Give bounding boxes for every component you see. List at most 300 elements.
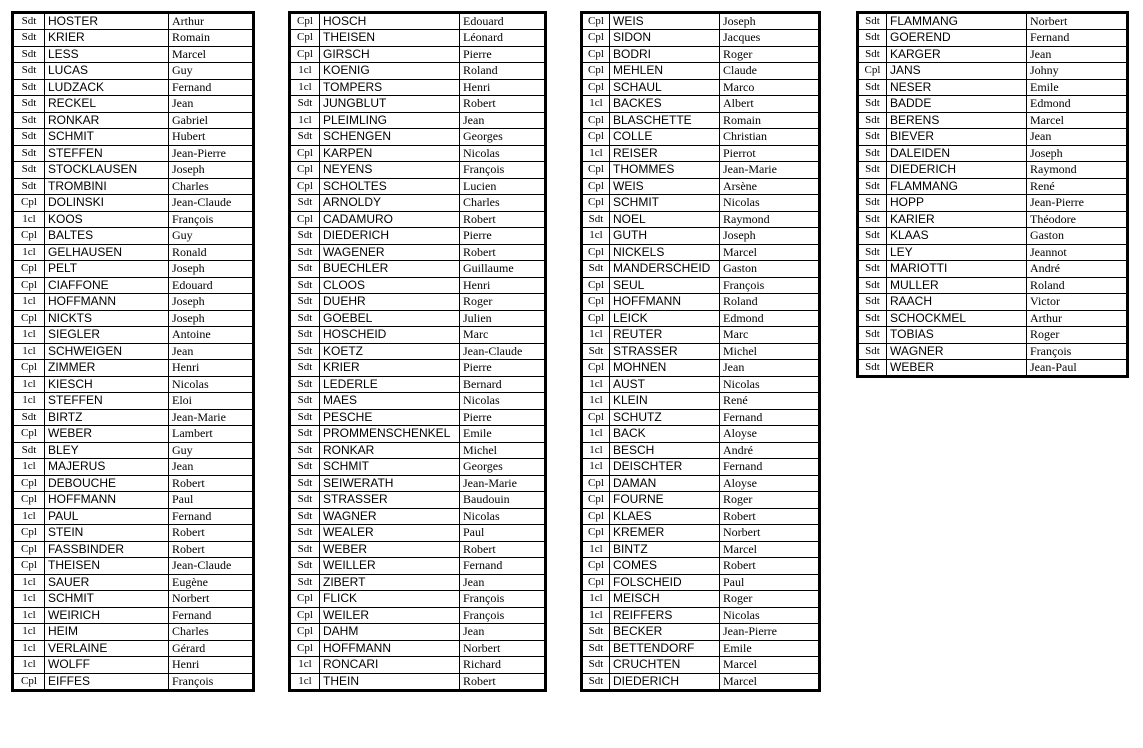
table-row — [858, 277, 1128, 294]
surname-cell: PLEIMLING — [320, 112, 460, 129]
rank-cell: Cpl — [13, 261, 45, 278]
table-row — [582, 492, 820, 509]
rank-cell: Sdt — [582, 343, 610, 360]
rank-cell: Sdt — [858, 195, 887, 212]
table-row — [582, 277, 820, 294]
firstname-cell: Jean-Claude — [169, 195, 254, 212]
rank-cell: Cpl — [582, 178, 610, 195]
firstname-cell: René — [720, 393, 820, 410]
table-row — [290, 30, 546, 47]
firstname-cell: Marc — [460, 327, 546, 344]
surname-cell: STOCKLAUSEN — [45, 162, 169, 179]
table-row — [13, 228, 254, 245]
table-row — [290, 46, 546, 63]
rank-cell: Sdt — [290, 360, 320, 377]
firstname-cell: Arsène — [720, 178, 820, 195]
firstname-cell: Jean — [169, 343, 254, 360]
table-row — [290, 277, 546, 294]
firstname-cell: Bernard — [460, 376, 546, 393]
rank-cell: Cpl — [290, 162, 320, 179]
surname-cell: THEISEN — [45, 558, 169, 575]
firstname-cell: Pierre — [460, 46, 546, 63]
rank-cell: Sdt — [858, 112, 887, 129]
firstname-cell: Jean-Pierre — [1027, 195, 1128, 212]
rank-cell: Cpl — [290, 30, 320, 47]
firstname-cell: Claude — [720, 63, 820, 80]
firstname-cell: André — [720, 442, 820, 459]
table-row — [290, 409, 546, 426]
table-row — [290, 525, 546, 542]
firstname-cell: Robert — [720, 558, 820, 575]
rank-cell: Sdt — [858, 211, 887, 228]
table-row — [290, 442, 546, 459]
firstname-cell: Guy — [169, 63, 254, 80]
rank-cell: Cpl — [13, 541, 45, 558]
rank-cell: Cpl — [858, 63, 887, 80]
firstname-cell: Georges — [460, 459, 546, 476]
rank-cell: Sdt — [13, 46, 45, 63]
rank-cell: Sdt — [582, 624, 610, 641]
firstname-cell: Joseph — [720, 13, 820, 30]
firstname-cell: Paul — [720, 574, 820, 591]
table-row — [13, 145, 254, 162]
surname-cell: EIFFES — [45, 673, 169, 690]
table-row — [13, 624, 254, 641]
rank-cell: Cpl — [582, 558, 610, 575]
roster-table-1 — [11, 11, 255, 692]
table-row — [582, 376, 820, 393]
rank-cell: Cpl — [582, 492, 610, 509]
rank-cell: Sdt — [13, 145, 45, 162]
rank-cell: Sdt — [290, 294, 320, 311]
surname-cell: HEIM — [45, 624, 169, 641]
surname-cell: MAES — [320, 393, 460, 410]
table-row — [290, 211, 546, 228]
surname-cell: MARIOTTI — [887, 261, 1027, 278]
rank-cell: Cpl — [290, 211, 320, 228]
table-row — [582, 30, 820, 47]
surname-cell: CADAMURO — [320, 211, 460, 228]
rank-cell: Sdt — [290, 426, 320, 443]
firstname-cell: Jean — [460, 112, 546, 129]
rank-cell: Cpl — [582, 310, 610, 327]
firstname-cell: Joseph — [169, 162, 254, 179]
table-row — [858, 195, 1128, 212]
firstname-cell: Fernand — [169, 508, 254, 525]
firstname-cell: Robert — [460, 673, 546, 690]
rank-cell: Sdt — [13, 409, 45, 426]
firstname-cell: Eloi — [169, 393, 254, 410]
rank-cell: Cpl — [582, 409, 610, 426]
rank-cell: Sdt — [13, 96, 45, 113]
rank-cell: Sdt — [13, 129, 45, 146]
rank-cell: Sdt — [13, 162, 45, 179]
surname-cell: BINTZ — [610, 541, 720, 558]
rank-cell: Sdt — [858, 294, 887, 311]
surname-cell: BESCH — [610, 442, 720, 459]
surname-cell: GELHAUSEN — [45, 244, 169, 261]
rank-cell: Cpl — [582, 112, 610, 129]
table-row — [858, 178, 1128, 195]
table-row — [290, 310, 546, 327]
table-row — [582, 261, 820, 278]
table-row — [582, 162, 820, 179]
table-row — [290, 426, 546, 443]
rank-cell: 1cl — [290, 63, 320, 80]
firstname-cell: Jean-Pierre — [169, 145, 254, 162]
rank-cell: Cpl — [290, 13, 320, 30]
firstname-cell: Robert — [169, 525, 254, 542]
table-row — [582, 640, 820, 657]
table-row — [858, 310, 1128, 327]
surname-cell: STEIN — [45, 525, 169, 542]
table-row — [290, 112, 546, 129]
table-row — [290, 640, 546, 657]
table-row — [13, 294, 254, 311]
table-row — [13, 46, 254, 63]
rank-cell: Sdt — [858, 129, 887, 146]
surname-cell: SAUER — [45, 574, 169, 591]
firstname-cell: Edouard — [460, 13, 546, 30]
rank-cell: Cpl — [13, 673, 45, 690]
firstname-cell: Fernand — [169, 79, 254, 96]
rank-cell: Cpl — [13, 525, 45, 542]
surname-cell: NESER — [887, 79, 1027, 96]
firstname-cell: Jean-Claude — [169, 558, 254, 575]
firstname-cell: Michel — [720, 343, 820, 360]
firstname-cell: Henri — [460, 277, 546, 294]
surname-cell: LEICK — [610, 310, 720, 327]
surname-cell: REUTER — [610, 327, 720, 344]
roster-table-4 — [856, 11, 1129, 378]
table-row — [13, 607, 254, 624]
surname-cell: STRASSER — [610, 343, 720, 360]
surname-cell: TOMPERS — [320, 79, 460, 96]
firstname-cell: Fernand — [460, 558, 546, 575]
surname-cell: DIEDERICH — [610, 673, 720, 690]
table-row — [13, 591, 254, 608]
table-row — [290, 228, 546, 245]
firstname-cell: François — [460, 607, 546, 624]
surname-cell: BODRI — [610, 46, 720, 63]
table-row — [13, 129, 254, 146]
surname-cell: FLICK — [320, 591, 460, 608]
table-row — [858, 13, 1128, 30]
table-row — [858, 261, 1128, 278]
surname-cell: THEIN — [320, 673, 460, 690]
rank-cell: Cpl — [13, 310, 45, 327]
firstname-cell: Robert — [460, 244, 546, 261]
table-row — [13, 426, 254, 443]
table-row — [290, 145, 546, 162]
firstname-cell: Jean-Marie — [460, 475, 546, 492]
surname-cell: BACKES — [610, 96, 720, 113]
surname-cell: HOSCH — [320, 13, 460, 30]
rank-cell: 1cl — [13, 591, 45, 608]
firstname-cell: Emile — [1027, 79, 1128, 96]
surname-cell: NEYENS — [320, 162, 460, 179]
table-row — [858, 343, 1128, 360]
firstname-cell: Gaston — [720, 261, 820, 278]
table-row — [290, 79, 546, 96]
surname-cell: KLAAS — [887, 228, 1027, 245]
firstname-cell: Georges — [460, 129, 546, 146]
rank-cell: 1cl — [290, 79, 320, 96]
rank-cell: Sdt — [858, 228, 887, 245]
surname-cell: DIEDERICH — [320, 228, 460, 245]
table-row — [13, 277, 254, 294]
firstname-cell: Arthur — [1027, 310, 1128, 327]
rank-cell: Cpl — [290, 178, 320, 195]
surname-cell: BUECHLER — [320, 261, 460, 278]
rank-cell: 1cl — [582, 327, 610, 344]
firstname-cell: Edouard — [169, 277, 254, 294]
rank-cell: Cpl — [13, 426, 45, 443]
table-row — [13, 475, 254, 492]
table-row — [13, 63, 254, 80]
rank-cell: Sdt — [858, 46, 887, 63]
table-row — [13, 327, 254, 344]
table-row — [858, 228, 1128, 245]
table-row — [582, 393, 820, 410]
surname-cell: FOURNE — [610, 492, 720, 509]
surname-cell: SCHAUL — [610, 79, 720, 96]
table-row — [582, 112, 820, 129]
firstname-cell: Jean — [1027, 46, 1128, 63]
rank-cell: 1cl — [13, 459, 45, 476]
rank-cell: Sdt — [290, 277, 320, 294]
firstname-cell: Marcel — [720, 673, 820, 690]
firstname-cell: Paul — [460, 525, 546, 542]
table-row — [582, 178, 820, 195]
surname-cell: GIRSCH — [320, 46, 460, 63]
firstname-cell: Norbert — [1027, 13, 1128, 30]
surname-cell: RECKEL — [45, 96, 169, 113]
rank-cell: 1cl — [582, 459, 610, 476]
surname-cell: KRIER — [320, 360, 460, 377]
rank-cell: Sdt — [858, 310, 887, 327]
surname-cell: COMES — [610, 558, 720, 575]
table-row — [582, 574, 820, 591]
table-row — [582, 541, 820, 558]
firstname-cell: Baudouin — [460, 492, 546, 509]
rank-cell: 1cl — [582, 426, 610, 443]
rank-cell: Sdt — [858, 277, 887, 294]
rank-cell: 1cl — [290, 657, 320, 674]
table-row — [13, 558, 254, 575]
rank-cell: Sdt — [13, 79, 45, 96]
firstname-cell: Christian — [720, 129, 820, 146]
rank-cell: Sdt — [290, 492, 320, 509]
rank-cell: Sdt — [582, 640, 610, 657]
firstname-cell: Johny — [1027, 63, 1128, 80]
rank-cell: 1cl — [582, 541, 610, 558]
surname-cell: FOLSCHEID — [610, 574, 720, 591]
table-row — [290, 294, 546, 311]
surname-cell: REISER — [610, 145, 720, 162]
table-row — [13, 541, 254, 558]
rank-cell: Cpl — [13, 558, 45, 575]
surname-cell: BALTES — [45, 228, 169, 245]
firstname-cell: Henri — [460, 79, 546, 96]
surname-cell: KLAES — [610, 508, 720, 525]
table-row — [290, 673, 546, 690]
rank-cell: 1cl — [13, 343, 45, 360]
firstname-cell: Jean-Marie — [169, 409, 254, 426]
table-row — [582, 294, 820, 311]
firstname-cell: Marcel — [720, 541, 820, 558]
table-row — [13, 442, 254, 459]
table-row — [13, 459, 254, 476]
table-row — [582, 607, 820, 624]
firstname-cell: Gérard — [169, 640, 254, 657]
table-row — [290, 541, 546, 558]
firstname-cell: Roland — [1027, 277, 1128, 294]
table-row — [290, 195, 546, 212]
rank-cell: Cpl — [582, 13, 610, 30]
table-row — [582, 211, 820, 228]
firstname-cell: Pierre — [460, 228, 546, 245]
rank-cell: Sdt — [13, 13, 45, 30]
firstname-cell: Fernand — [169, 607, 254, 624]
surname-cell: WEBER — [45, 426, 169, 443]
firstname-cell: Jean — [460, 624, 546, 641]
firstname-cell: Robert — [460, 541, 546, 558]
rank-cell: Cpl — [13, 360, 45, 377]
firstname-cell: Marc — [720, 327, 820, 344]
firstname-cell: Paul — [169, 492, 254, 509]
table-row — [582, 310, 820, 327]
surname-cell: WAGENER — [320, 244, 460, 261]
firstname-cell: Emile — [460, 426, 546, 443]
surname-cell: PESCHE — [320, 409, 460, 426]
surname-cell: FLAMMANG — [887, 178, 1027, 195]
table-row — [13, 525, 254, 542]
rank-cell: Sdt — [290, 541, 320, 558]
firstname-cell: Albert — [720, 96, 820, 113]
surname-cell: WAGNER — [320, 508, 460, 525]
rank-cell: 1cl — [13, 574, 45, 591]
rank-cell: Sdt — [858, 327, 887, 344]
table-row — [858, 145, 1128, 162]
table-row — [858, 46, 1128, 63]
surname-cell: WEALER — [320, 525, 460, 542]
firstname-cell: Gaston — [1027, 228, 1128, 245]
firstname-cell: Gabriel — [169, 112, 254, 129]
surname-cell: HOSTER — [45, 13, 169, 30]
rank-cell: Sdt — [858, 13, 887, 30]
rank-cell: Sdt — [290, 574, 320, 591]
rank-cell: Cpl — [290, 640, 320, 657]
table-row — [13, 30, 254, 47]
rank-cell: Sdt — [290, 228, 320, 245]
surname-cell: TROMBINI — [45, 178, 169, 195]
rank-cell: Cpl — [582, 129, 610, 146]
firstname-cell: Marcel — [1027, 112, 1128, 129]
surname-cell: BLEY — [45, 442, 169, 459]
surname-cell: BACK — [610, 426, 720, 443]
rank-cell: Cpl — [582, 162, 610, 179]
rank-cell: Cpl — [582, 195, 610, 212]
firstname-cell: Jean-Marie — [720, 162, 820, 179]
table-row — [13, 261, 254, 278]
firstname-cell: Julien — [460, 310, 546, 327]
rank-cell: Sdt — [858, 261, 887, 278]
rank-cell: Sdt — [582, 673, 610, 690]
rank-cell: Cpl — [582, 277, 610, 294]
firstname-cell: Richard — [460, 657, 546, 674]
table-row — [290, 624, 546, 641]
surname-cell: KREMER — [610, 525, 720, 542]
surname-cell: SCHOLTES — [320, 178, 460, 195]
surname-cell: PAUL — [45, 508, 169, 525]
rank-cell: Sdt — [290, 393, 320, 410]
table-row — [13, 310, 254, 327]
firstname-cell: Robert — [169, 475, 254, 492]
surname-cell: ARNOLDY — [320, 195, 460, 212]
firstname-cell: Romain — [720, 112, 820, 129]
surname-cell: KRIER — [45, 30, 169, 47]
surname-cell: SCHENGEN — [320, 129, 460, 146]
surname-cell: SCHMIT — [610, 195, 720, 212]
rank-cell: Sdt — [290, 508, 320, 525]
rank-cell: Cpl — [290, 624, 320, 641]
surname-cell: GOEREND — [887, 30, 1027, 47]
table-row — [290, 475, 546, 492]
firstname-cell: Marcel — [169, 46, 254, 63]
firstname-cell: Arthur — [169, 13, 254, 30]
firstname-cell: Jean-Paul — [1027, 360, 1128, 377]
rank-cell: Sdt — [858, 145, 887, 162]
rank-cell: Sdt — [858, 162, 887, 179]
rank-cell: Sdt — [290, 376, 320, 393]
table-row — [858, 294, 1128, 311]
firstname-cell: Charles — [169, 178, 254, 195]
rank-cell: 1cl — [290, 112, 320, 129]
table-row — [858, 244, 1128, 261]
rank-cell: Sdt — [290, 558, 320, 575]
firstname-cell: Pierre — [460, 360, 546, 377]
roster-table-3 — [580, 11, 821, 692]
table-row — [13, 640, 254, 657]
table-row — [858, 360, 1128, 377]
firstname-cell: Guillaume — [460, 261, 546, 278]
surname-cell: GOEBEL — [320, 310, 460, 327]
surname-cell: LEDERLE — [320, 376, 460, 393]
table-row — [290, 96, 546, 113]
firstname-cell: Lambert — [169, 426, 254, 443]
firstname-cell: Jean-Pierre — [720, 624, 820, 641]
surname-cell: HOSCHEID — [320, 327, 460, 344]
table-row — [582, 657, 820, 674]
rank-cell: Cpl — [582, 79, 610, 96]
surname-cell: SCHMIT — [45, 591, 169, 608]
rank-cell: Sdt — [858, 178, 887, 195]
firstname-cell: Jean — [720, 360, 820, 377]
surname-cell: DOLINSKI — [45, 195, 169, 212]
table-row — [290, 129, 546, 146]
rank-cell: Cpl — [582, 63, 610, 80]
rank-cell: Cpl — [13, 195, 45, 212]
firstname-cell: Norbert — [720, 525, 820, 542]
rank-cell: Cpl — [290, 607, 320, 624]
rank-cell: 1cl — [13, 607, 45, 624]
rank-cell: Cpl — [582, 574, 610, 591]
surname-cell: SCHWEIGEN — [45, 343, 169, 360]
firstname-cell: Pierrot — [720, 145, 820, 162]
firstname-cell: Jacques — [720, 30, 820, 47]
surname-cell: MAJERUS — [45, 459, 169, 476]
